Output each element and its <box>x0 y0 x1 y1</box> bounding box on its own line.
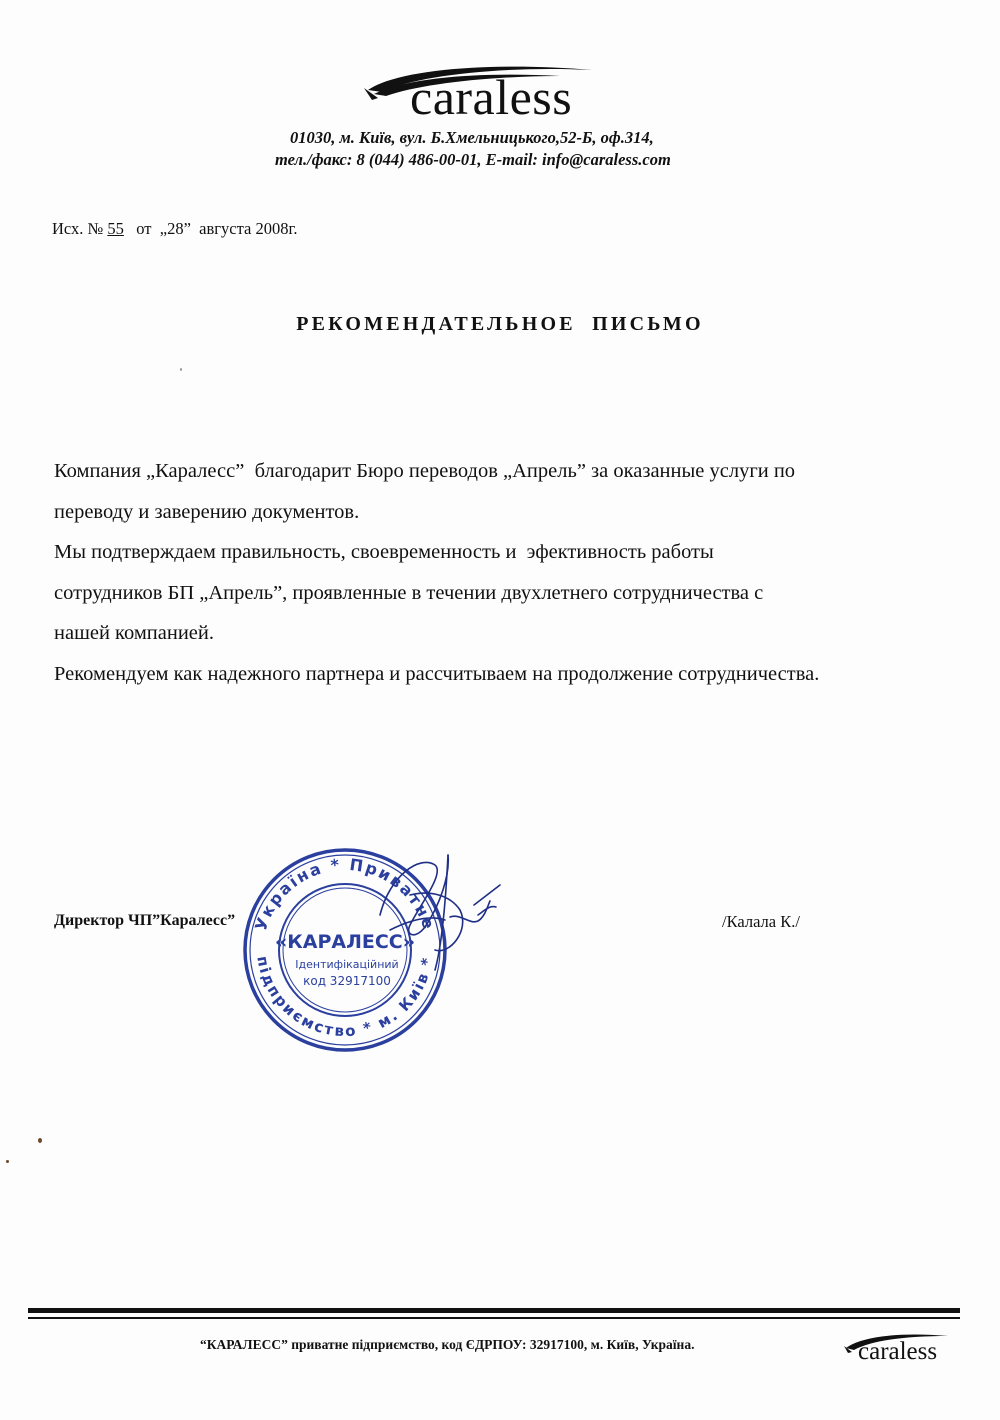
stamp-center-name: «КАРАЛЕСС» <box>274 931 416 953</box>
footer-company-info: “КАРАЛЕСС” приватне підприємство, код ЄДРПОУ: 32917100, м. Київ, Україна. <box>200 1337 695 1352</box>
reference-line <box>52 219 298 239</box>
caraless-logo-text: caraless <box>410 69 573 125</box>
stamp-outer-bottom: підприємство * м. Київ * <box>253 954 437 1041</box>
company-address: 01030, м. Київ, вул. Б.Хмельницького,52-Б, оф.314, <box>290 128 654 147</box>
reference-date-day: „28” <box>159 219 191 238</box>
company-contact: тел./факс: 8 (044) 486-00-01, E-mail: info@caraless.com <box>275 150 671 169</box>
body-line: Рекомендуем как надежного партнера и рассчитываем на продолжение сотрудничества. <box>54 662 820 685</box>
body-line: Мы подтверждаем правильность, своевременность и эфективность работы <box>54 541 714 563</box>
scan-speck <box>38 1138 42 1143</box>
reference-date-rest: августа 2008г. <box>199 219 298 238</box>
footer-logo-text: caraless <box>858 1338 938 1365</box>
body-line: переводу и заверению документов. <box>54 500 360 523</box>
signatory-name: /Калала К./ <box>722 912 800 931</box>
stamp-id-code: код 32917100 <box>303 974 391 988</box>
reference-from: от <box>136 219 152 238</box>
footer-rule-thick <box>28 1308 960 1313</box>
footer-rule-thin <box>28 1317 960 1319</box>
signatory-title: Директор ЧП”Каралесс” <box>54 912 236 929</box>
reference-number: 55 <box>107 219 124 238</box>
handwritten-signature-icon <box>350 835 530 985</box>
scan-speck <box>6 1160 9 1163</box>
body-line: нашей компанией. <box>54 622 215 644</box>
document-title: РЕКОМЕНДАТЕЛЬНОЕ ПИСЬМО <box>296 313 704 335</box>
body-line: Компания „Каралесс” благодарит Бюро переводов „Апрель” за оказанные услуги по <box>54 460 796 482</box>
scan-speck <box>180 368 182 371</box>
stamp-outer-top: Україна * Приватне <box>251 854 439 934</box>
body-line: сотрудников БП „Апрель”, проявленные в течении двухлетнего сотрудничества с <box>54 581 764 604</box>
reference-prefix: Исх. № <box>52 219 104 238</box>
letter-body <box>54 451 974 694</box>
stamp-id-label: Ідентифікаційний <box>295 958 399 971</box>
